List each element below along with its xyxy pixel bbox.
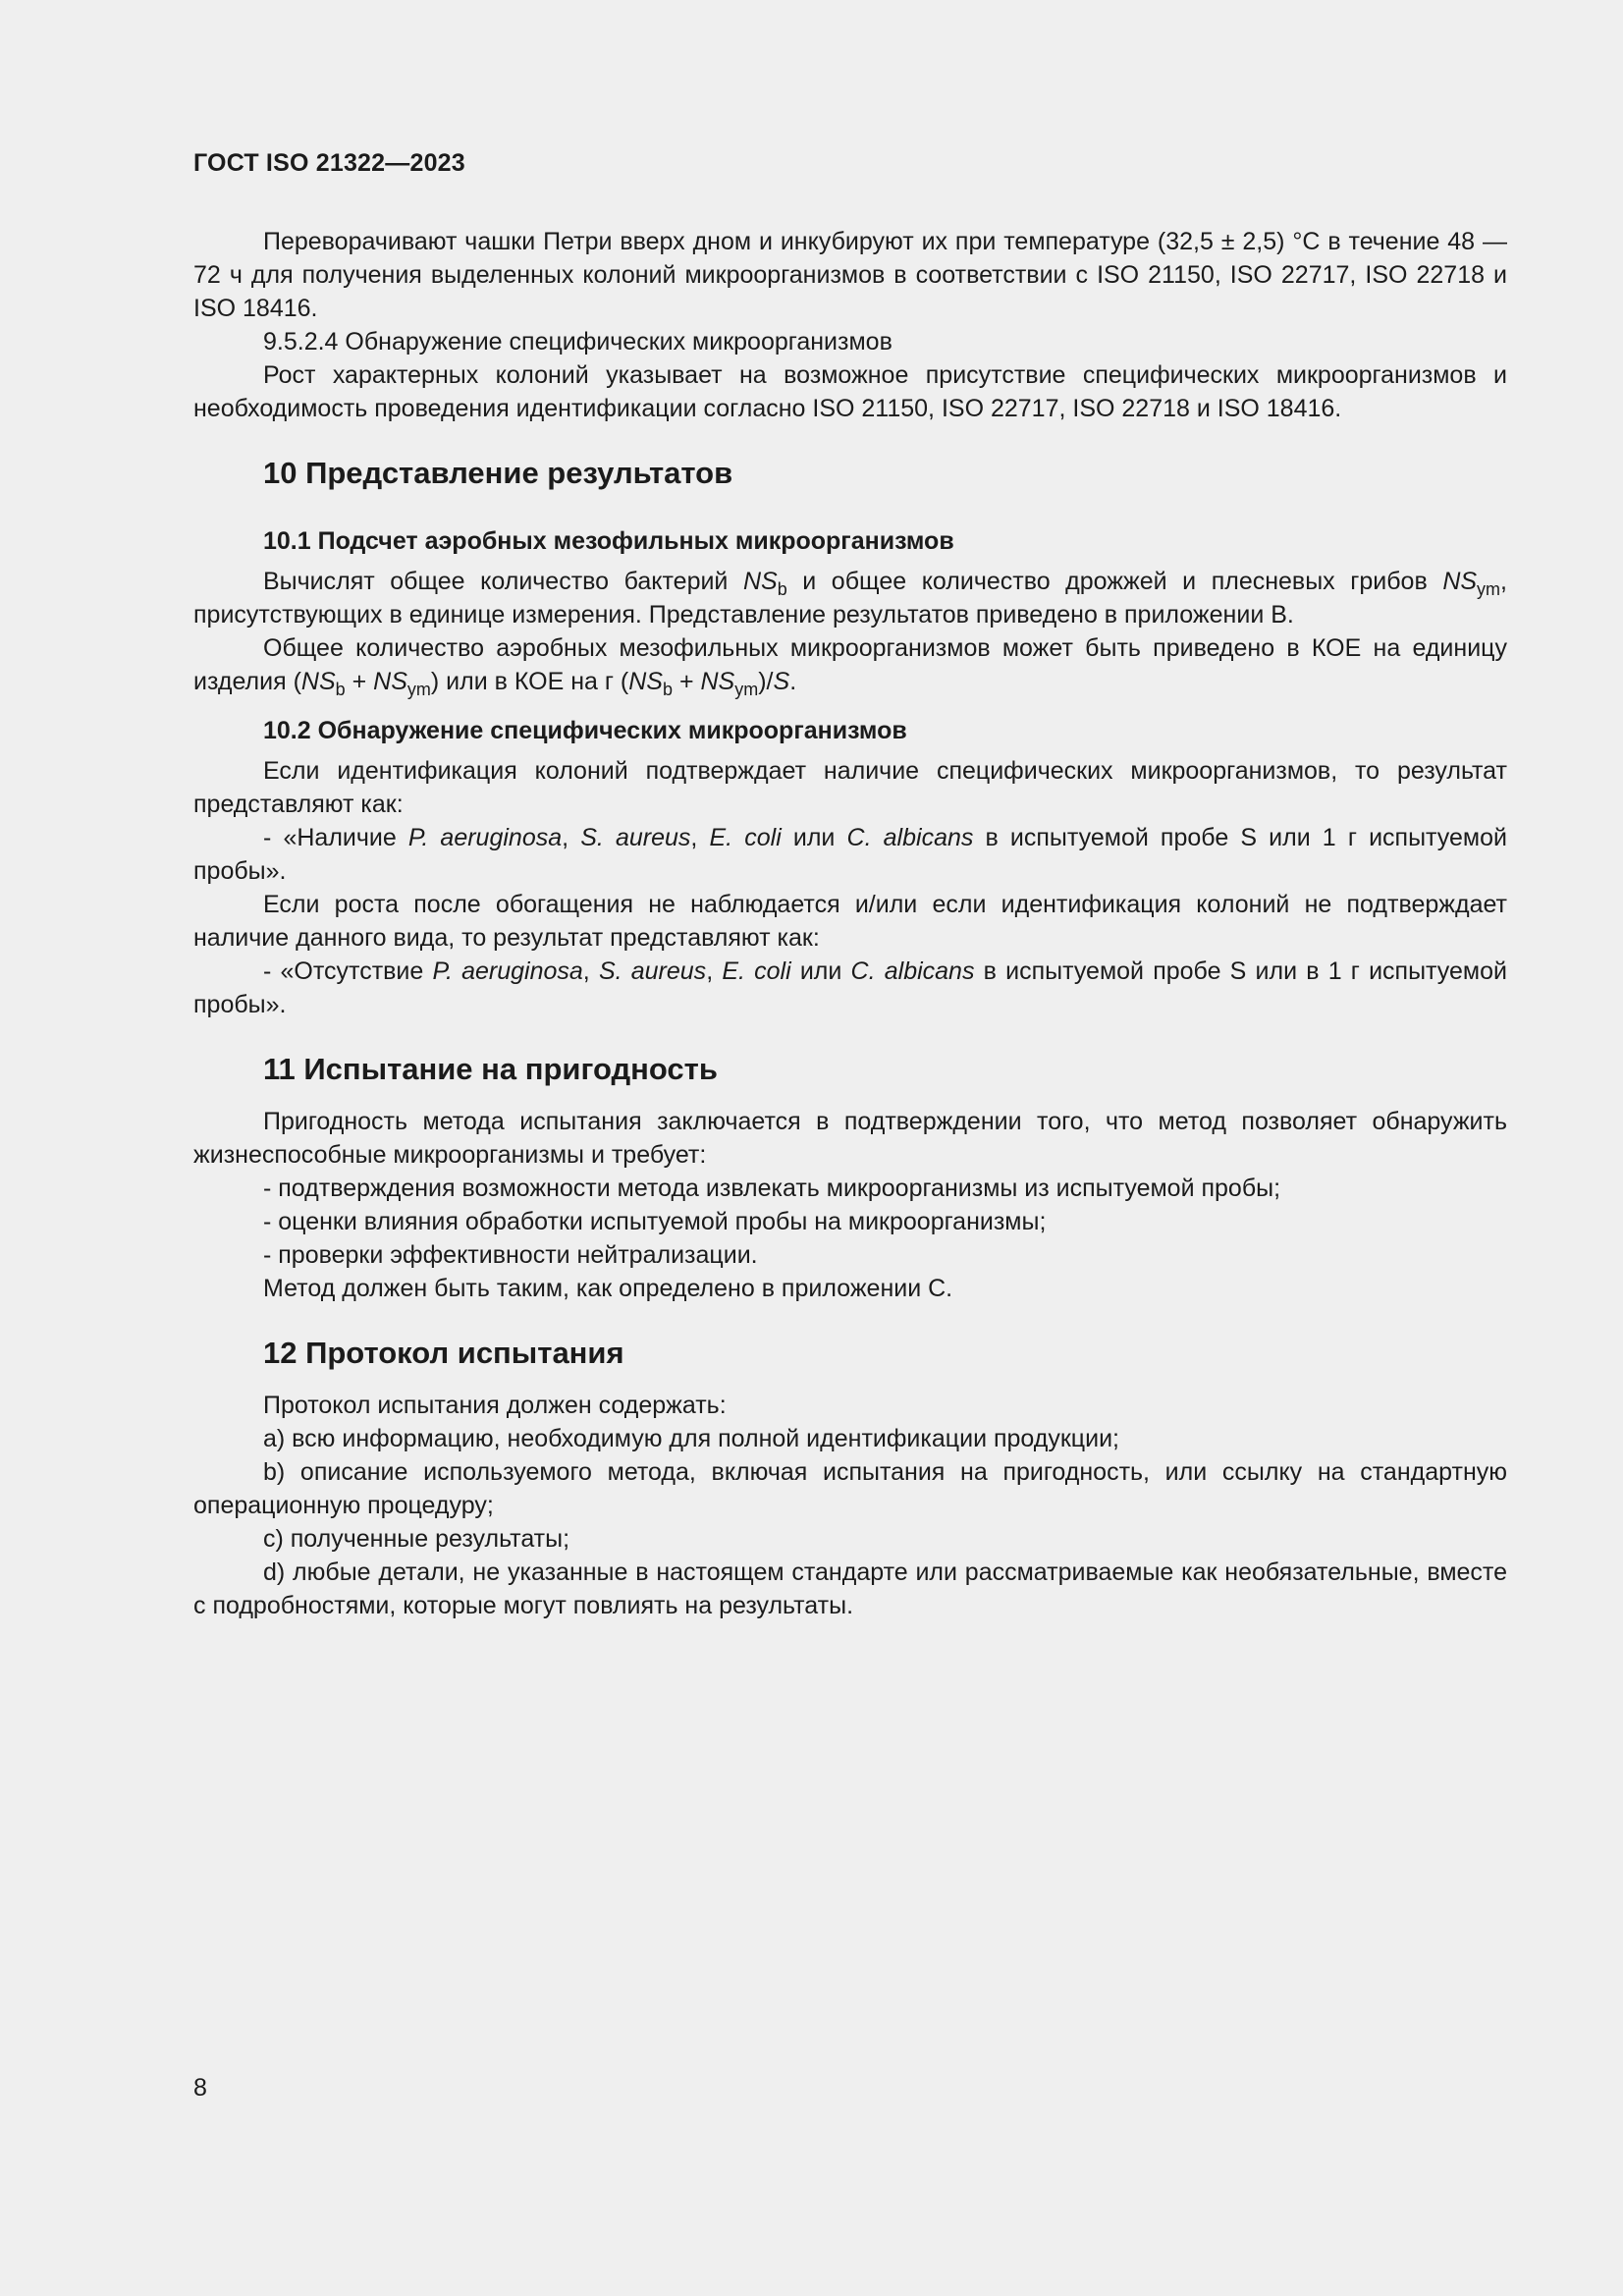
section-10-2-paragraph-2: Если роста после обогащения не наблюдается и/или если идентификация колоний не подтверждает наличие данного вида, то результат представляют как: <box>193 891 1507 952</box>
section-12-list-item: b) описание используемого метода, включая испытания на пригодность, или ссылку на стандартную операционную процедуру; <box>193 1458 1507 1519</box>
section-11-paragraph-1: Пригодность метода испытания заключается в подтверждении того, что метод позволяет обнаружить жизнеспособные микроорганизмы и требует: <box>193 1108 1507 1169</box>
section-12-list-item: а) всю информацию, необходимую для полной идентификации продукции; <box>263 1425 1119 1452</box>
section-10-2-list-item-presence: - «Наличие P. aeruginosa, S. aureus, E. coli или C. albicans в испытуемой пробе S или 1 г испытуемой пробы». <box>193 824 1507 885</box>
section-10-2-title: 10.2 Обнаружение специфических микроорганизмов <box>263 717 907 744</box>
clause-9-5-2-4-heading: 9.5.2.4 Обнаружение специфических микроорганизмов <box>263 328 893 355</box>
section-12-paragraph-1: Протокол испытания должен содержать: <box>263 1392 727 1419</box>
running-header: ГОСТ ISO 21322—2023 <box>193 149 465 177</box>
section-10-1-paragraph-1: Вычислят общее количество бактерий $NS_b$ и общее количество дрожжей и плесневых грибов $NS_{ym}$, присутствующих в единице измерения. Представление результатов приведено в приложении В. <box>193 568 1507 629</box>
section-10-2-paragraph-1: Если идентификация колоний подтверждает наличие специфических микроорганизмов, то результат представляют как: <box>193 757 1507 818</box>
page-number: 8 <box>193 2074 207 2102</box>
page-content <box>193 225 1507 1622</box>
intro-paragraph-1: Переворачивают чашки Петри вверх дном и инкубируют их при температуре (32,5 ± 2,5) °С в течение 48 —72 ч для получения выделенных колоний микроорганизмов в соответствии с ISO 21150, ISO 22717, ISO 22718 и ISO 18416. <box>193 228 1507 322</box>
section-12-list-item: с) полученные результаты; <box>263 1525 570 1553</box>
section-10-2-list-item-absence: - «Отсутствие P. aeruginosa, S. aureus, E. coli или C. albicans в испытуемой пробе S или в 1 г испытуемой пробы». <box>193 957 1507 1018</box>
section-11-list-item: - оценки влияния обработки испытуемой пробы на микроорганизмы; <box>263 1208 1047 1235</box>
section-11-title: 11 Испытание на пригодность <box>263 1052 718 1086</box>
section-11-list-item: - проверки эффективности нейтрализации. <box>263 1241 758 1269</box>
section-10-1-title: 10.1 Подсчет аэробных мезофильных микроорганизмов <box>263 527 954 555</box>
section-10-1-paragraph-2: Общее количество аэробных мезофильных микроорганизмов может быть приведено в КОЕ на единицу изделия $(NS_b + NS_{ym})$ или в КОЕ на г $(NS_b + NS_{ym})/S$. <box>193 634 1507 699</box>
section-11-list-item: - подтверждения возможности метода извлекать микроорганизмы из испытуемой пробы; <box>263 1175 1281 1202</box>
section-12-list-item: d) любые детали, не указанные в настоящем стандарте или рассматриваемые как необязательные, вместе с подробностями, которые могут повлиять на результаты. <box>193 1558 1507 1619</box>
section-12-title: 12 Протокол испытания <box>263 1336 624 1370</box>
intro-paragraph-3: Рост характерных колоний указывает на возможное присутствие специфических микроорганизмов и необходимость проведения идентификации согласно ISO 21150, ISO 22717, ISO 22718 и ISO 18416. <box>193 361 1507 422</box>
section-10-title: 10 Представление результатов <box>263 456 733 490</box>
section-11-paragraph-2: Метод должен быть таким, как определено в приложении С. <box>263 1275 953 1302</box>
